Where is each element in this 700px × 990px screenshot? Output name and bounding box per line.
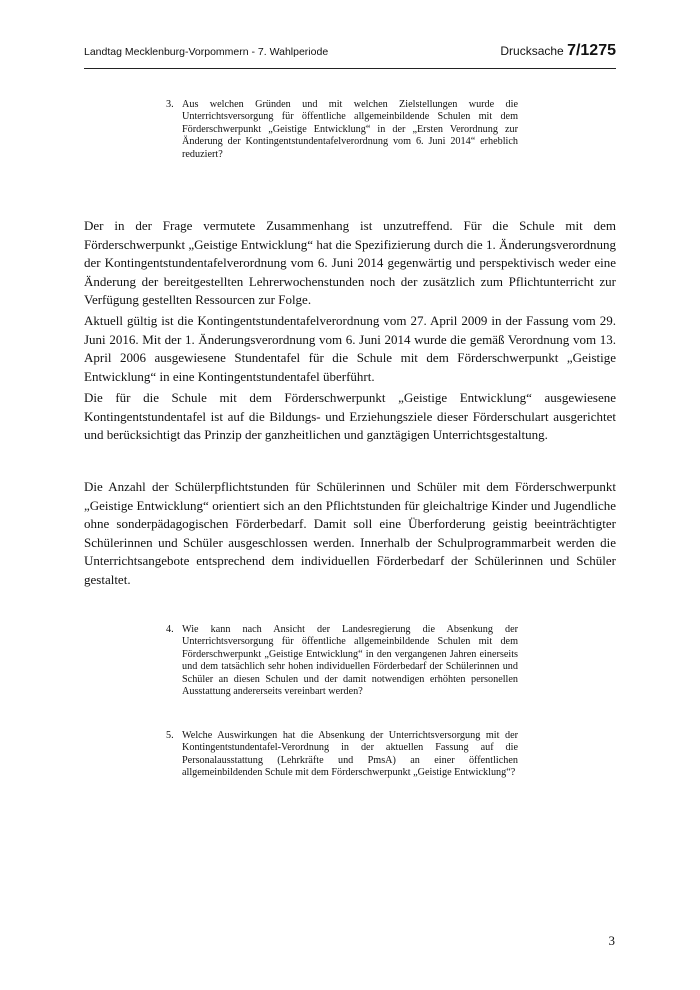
document-label: Drucksache — [500, 44, 564, 58]
page-number: 3 — [608, 933, 615, 948]
parliament-name: Landtag Mecklenburg-Vorpommern - 7. Wahlperiode — [84, 46, 329, 58]
answer-paragraph: Die für die Schule mit dem Förderschwerpunkt „Geistige Entwicklung“ ausgewiesene Kontingentstundentafel ist auf die Bildungs- und Erziehungsziele dieser Förderschulart ausgerichtet und berücksichtigt das Prinzip der ganzheitlichen und ganztägigen Unterrichtsgestaltung. — [84, 390, 616, 443]
question-text: Welche Auswirkungen hat die Absenkung der Unterrichtsversorgung mit der Kontingentstundentafel-Verordnung in der aktuellen Fassung auf die Personalausstattung (Lehrkräfte und PmsA) an einer öffentlichen allgemeinbildenden Schule mit dem Förderschwerpunkt „Geistige Entwicklung“? — [182, 730, 518, 779]
document-number: 7/1275 — [567, 42, 616, 59]
answer-paragraph: Der in der Frage vermutete Zusammenhang ist unzutreffend. Für die Schule mit dem Förderschwerpunkt „Geistige Entwicklung“ hat die Spezifizierung durch die 1. Änderungsverordnung der Kontingentstundentafelverordnung vom 6. Juni 2014 gegenwärtig und perspektivisch weder eine Änderung der bereitgestellten Lehrerwochenstunden noch der zusätzlich zum Pflichtunterricht zur Verfügung gestellten Ressourcen zur Folge. — [84, 218, 616, 308]
question-3 — [166, 99, 518, 161]
document-reference — [500, 42, 616, 60]
question-number: 4. — [166, 624, 174, 635]
question-number: 3. — [166, 99, 174, 110]
answer-paragraph: Aktuell gültig ist die Kontingentstundentafelverordnung vom 27. April 2009 in der Fassung vom 29. Juni 2016. Mit der 1. Änderungsverordnung vom 6. Juni 2014 wurde die gemäß Verordnung vom 13. April 2006 ausgewiesene Stundentafel für die Schule mit dem Förderschwerpunkt „Geistige Entwicklung“ in eine Kontingentstundentafel überführt. — [84, 313, 616, 384]
question-text: Wie kann nach Ansicht der Landesregierung die Absenkung der Unterrichtsversorgung für öffentliche allgemeinbildende Schulen mit dem Förderschwerpunkt „Geistige Entwicklung“ in den vergangenen Jahren einerseits und dem tatsächlich sehr hohen individuellen Förderbedarf der Schülerinnen und Schüler an diesen Schulen und der damit notwendigen erhöhten personellen Ausstattung andererseits vereinbart werden? — [182, 624, 518, 698]
answer-paragraph: Die Anzahl der Schülerpflichtstunden für Schülerinnen und Schüler mit dem Förderschwerpunkt „Geistige Entwicklung“ orientiert sich an den Pflichtstunden für gleichaltrige Kinder und Jugendliche ohne sonderpädagogischen Förderbedarf. Damit soll eine Überforderung geistig beeinträchtigter Schülerinnen und Schüler ausgeschlossen werden. Innerhalb der Schulprogrammarbeit werden die Unterrichtsangebote entsprechend dem individuellen Förderbedarf der Schülerinnen und Schüler gestaltet. — [84, 479, 616, 587]
question-5 — [166, 730, 518, 780]
question-4 — [166, 624, 518, 698]
question-number: 5. — [166, 730, 174, 741]
question-text: Aus welchen Gründen und mit welchen Zielstellungen wurde die Unterrichtsversorgung für öffentliche allgemeinbildende Schulen mit dem Förderschwerpunkt „Geistige Entwicklung“ in der „Ersten Verordnung zur Änderung der Kontingentstundentafelverordnung vom 6. Juni 2014“ erheblich reduziert? — [182, 99, 518, 160]
page-header — [84, 40, 616, 69]
